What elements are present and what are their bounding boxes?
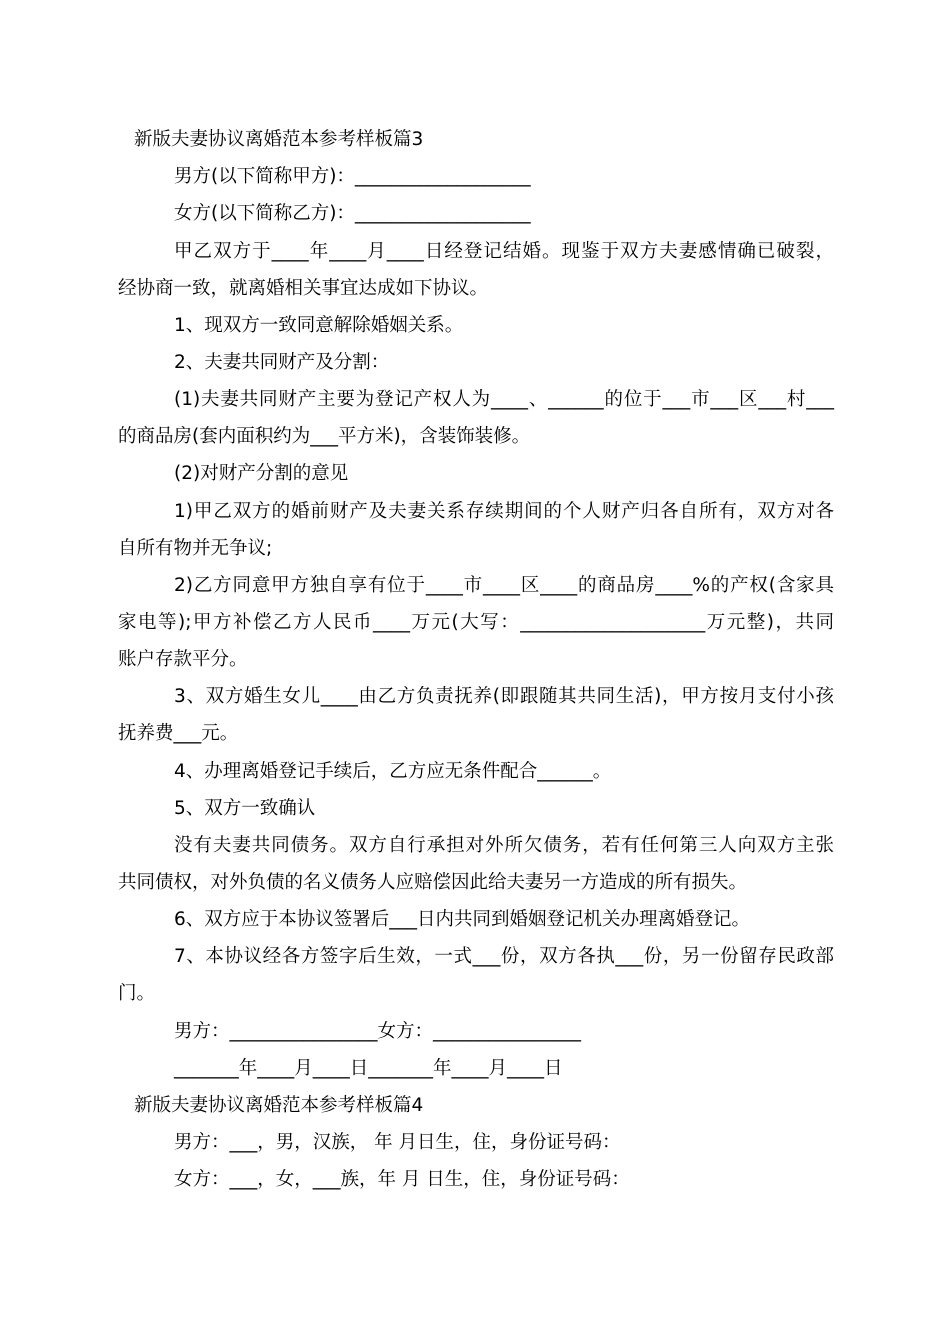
- clause-2-1-line-2: 的商品房(套内面积约为___平方米)，含装饰装修。: [118, 426, 531, 447]
- husband-field: 男方(以下简称甲方)：___________________: [174, 166, 531, 187]
- clause-2-2-2-line-1: 2)乙方同意甲方独自享有位于____市____区____的商品房____%的产权(含家具: [174, 575, 834, 596]
- section-title-3: 新版夫妻协议离婚范本参考样板篇3: [134, 129, 424, 150]
- husband-info: 男方：___，男，汉族， 年 月日生，住，身份证号码：: [174, 1132, 621, 1153]
- clause-2-1-line-1: (1)夫妻共同财产主要为登记产权人为____、______的位于___市___区___村___: [174, 389, 834, 410]
- clause-4: 4、办理离婚登记手续后，乙方应无条件配合______。: [174, 761, 612, 782]
- clause-2-2: (2)对财产分割的意见: [174, 463, 349, 484]
- clause-5: 5、双方一致确认: [174, 798, 316, 819]
- section-title-4: 新版夫妻协议离婚范本参考样板篇4: [134, 1095, 424, 1116]
- clause-2-2-2-line-2: 家电等);甲方补偿乙方人民币____万元(大写：____________________万元整)，共同: [118, 612, 834, 633]
- clause-3-line-1: 3、双方婚生女儿____由乙方负责抚养(即跟随其共同生活)，甲方按月支付小孩: [174, 686, 834, 707]
- signature-line: 男方：________________女方：________________: [174, 1021, 582, 1042]
- wife-field: 女方(以下简称乙方)：___________________: [174, 203, 531, 224]
- clause-7-line-2: 门。: [118, 983, 156, 1004]
- clause-5-detail-line-1: 没有夫妻共同债务。双方自行承担对外所欠债务，若有任何第三人向双方主张: [174, 835, 834, 856]
- clause-2-2-1-line-1: 1)甲乙双方的婚前财产及夫妻关系存续期间的个人财产归各自所有，双方对各: [174, 501, 834, 522]
- clause-5-detail-line-2: 共同债权，对外负债的名义债务人应赔偿因此给夫妻另一方造成的所有损失。: [118, 872, 748, 893]
- clause-1: 1、现双方一致同意解除婚姻关系。: [174, 315, 464, 336]
- clause-2: 2、夫妻共同财产及分割：: [174, 352, 390, 373]
- clause-2-2-2-line-3: 账户存款平分。: [118, 649, 248, 670]
- paragraph-intro-line-1: 甲乙双方于____年____月____日经登记结婚。现鉴于双方夫妻感情确已破裂，: [174, 241, 834, 262]
- clause-3-line-2: 抚养费___元。: [118, 723, 239, 744]
- clause-2-2-1-line-2: 自所有物并无争议;: [118, 538, 273, 559]
- date-line: _______年____月____日_______年____月____日: [174, 1058, 563, 1079]
- paragraph-intro-line-2: 经协商一致，就离婚相关事宜达成如下协议。: [118, 278, 489, 299]
- clause-7-line-1: 7、本协议经各方签字后生效，一式___份，双方各执___份，另一份留存民政部: [174, 946, 834, 967]
- clause-6: 6、双方应于本协议签署后___日内共同到婚姻登记机关办理离婚登记。: [174, 909, 751, 930]
- wife-info: 女方：___，女，___族，年 月 日生，住，身份证号码：: [174, 1169, 630, 1190]
